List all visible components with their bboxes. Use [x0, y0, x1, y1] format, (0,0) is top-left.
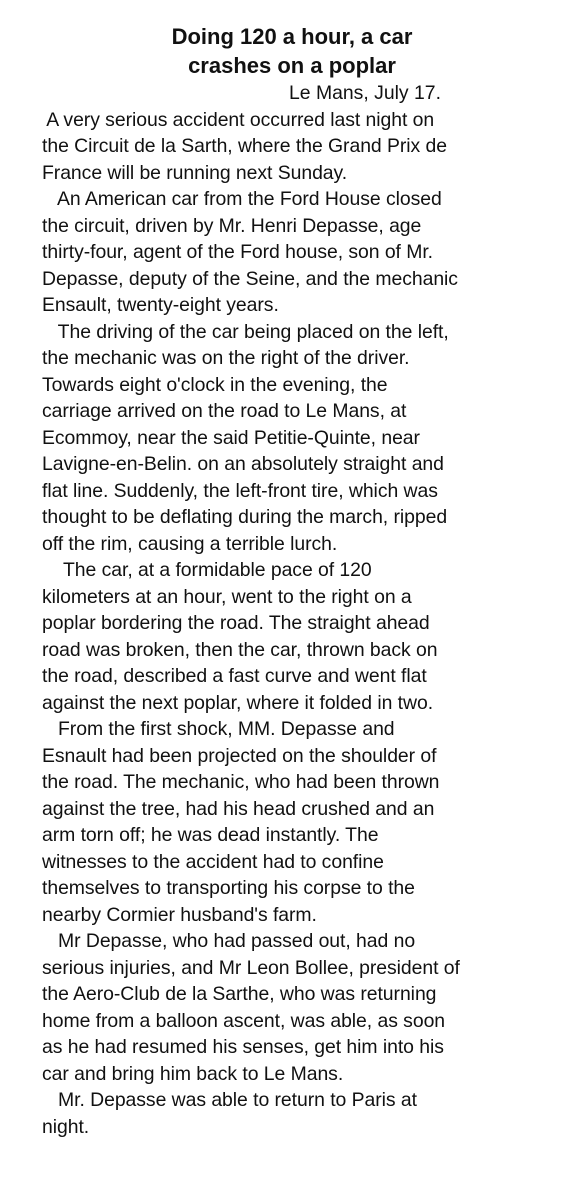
- article-paragraph: [42, 928, 542, 1087]
- paragraph-line: The car, at a formidable pace of 120: [42, 559, 372, 581]
- article-dateline: Le Mans, July 17.: [289, 82, 441, 104]
- article-paragraph: [42, 1087, 542, 1140]
- article-paragraph: [42, 186, 542, 319]
- paragraph-line: Mr Depasse, who had passed out, had no: [42, 930, 416, 952]
- paragraph-line: poplar bordering the road. The straight ahead: [42, 612, 430, 634]
- paragraph-line: off the rim, causing a terrible lurch.: [42, 532, 338, 555]
- paragraph-line: arm torn off; he was dead instantly. The: [42, 824, 379, 846]
- paragraph-line: From the first shock, MM. Depasse and: [42, 718, 395, 740]
- paragraph-line: the Aero-Club de la Sarthe, who was returning: [42, 983, 437, 1005]
- article-paragraph: [42, 107, 542, 187]
- paragraph-line: flat line. Suddenly, the left-front tire, which was: [42, 479, 438, 502]
- paragraph-line: France will be running next Sunday.: [42, 161, 348, 184]
- headline-line-2: crashes on a poplar: [188, 53, 396, 78]
- paragraph-line: Ensault, twenty-eight years.: [42, 294, 279, 316]
- paragraph-line: Towards eight o'clock in the evening, the: [42, 373, 388, 396]
- paragraph-line: nearby Cormier husband's farm.: [42, 903, 317, 926]
- paragraph-line: carriage arrived on the road to Le Mans, at: [42, 400, 407, 422]
- paragraph-line: Esnault had been projected on the shoulder of: [42, 744, 437, 767]
- paragraph-line: car and bring him back to Le Mans.: [42, 1062, 344, 1085]
- paragraph-line: against the tree, had his head crushed and an: [42, 797, 435, 820]
- paragraph-line: Lavigne-en-Belin. on an absolutely straight and: [42, 453, 444, 475]
- paragraph-line: the mechanic was on the right of the driver.: [42, 347, 410, 369]
- paragraph-line: against the next poplar, where it folded in two.: [42, 691, 434, 714]
- article-paragraph: [42, 557, 542, 716]
- paragraph-line: kilometers at an hour, went to the right on a: [42, 585, 412, 608]
- paragraph-line: witnesses to the accident had to confine: [42, 850, 384, 873]
- paragraph-line: A very serious accident occurred last night on: [42, 108, 435, 131]
- paragraph-line: as he had resumed his senses, get him into his: [42, 1036, 444, 1058]
- paragraph-line: Mr. Depasse was able to return to Paris at: [42, 1089, 417, 1111]
- paragraph-line: An American car from the Ford House closed: [42, 188, 442, 210]
- paragraph-line: themselves to transporting his corpse to the: [42, 877, 415, 899]
- article-body: [42, 107, 542, 1141]
- paragraph-line: The driving of the car being placed on the left,: [42, 320, 449, 343]
- paragraph-line: the road, described a fast curve and went flat: [42, 665, 427, 687]
- news-article: [42, 20, 542, 1140]
- paragraph-line: thirty-four, agent of the Ford house, son of Mr.: [42, 241, 434, 263]
- paragraph-line: thought to be deflating during the march, ripped: [42, 506, 448, 528]
- paragraph-line: serious injuries, and Mr Leon Bollee, president of: [42, 956, 460, 979]
- paragraph-line: night.: [42, 1115, 90, 1138]
- article-paragraph: [42, 319, 542, 558]
- paragraph-line: the circuit, driven by Mr. Henri Depasse, age: [42, 214, 422, 237]
- headline-line-1: Doing 120 a hour, a car: [171, 24, 413, 49]
- paragraph-line: Ecommoy, near the said Petitie-Quinte, near: [42, 426, 420, 449]
- paragraph-line: Depasse, deputy of the Seine, and the mechanic: [42, 267, 458, 290]
- article-paragraph: [42, 716, 542, 928]
- paragraph-line: the road. The mechanic, who had been thrown: [42, 771, 440, 793]
- paragraph-line: the Circuit de la Sarth, where the Grand Prix de: [42, 135, 448, 157]
- paragraph-line: home from a balloon ascent, was able, as soon: [42, 1009, 446, 1032]
- paragraph-line: road was broken, then the car, thrown back on: [42, 638, 438, 661]
- article-headline: [42, 20, 542, 80]
